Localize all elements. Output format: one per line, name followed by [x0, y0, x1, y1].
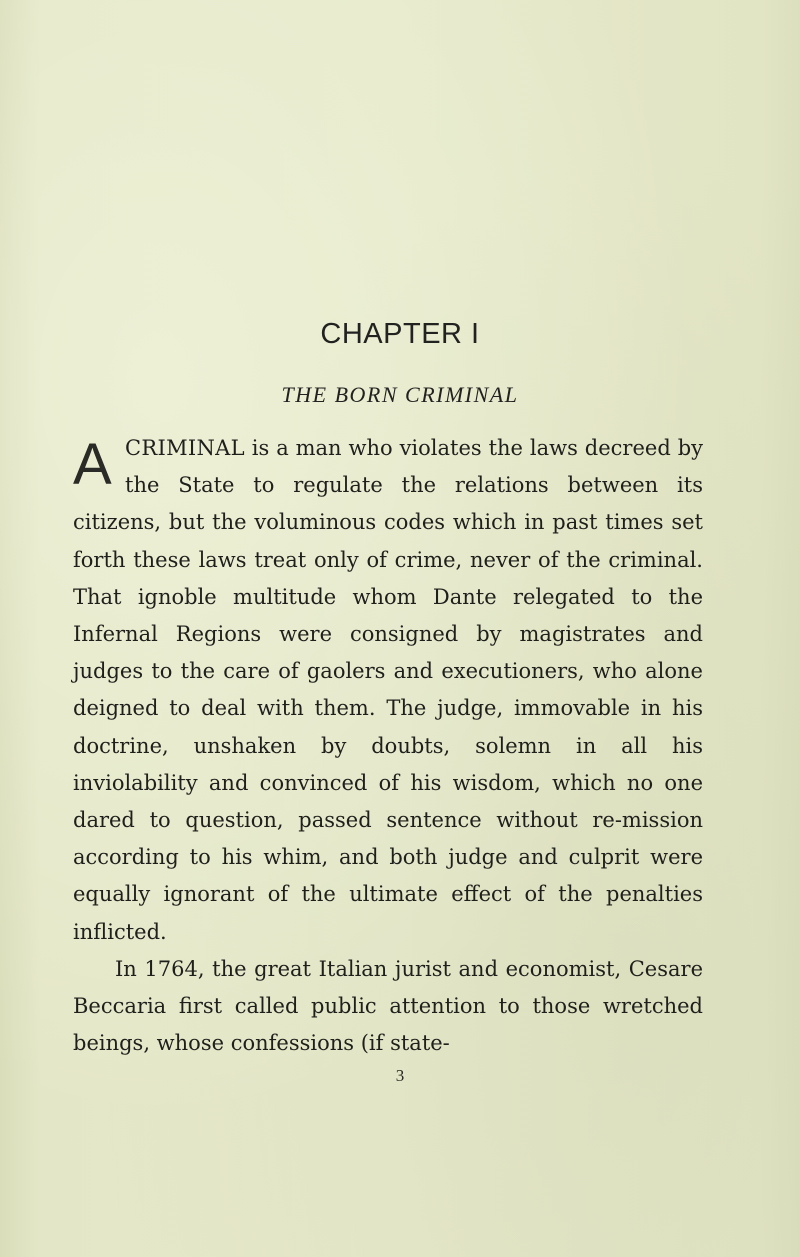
lead-word: CRIMINAL — [125, 436, 245, 460]
page-number: 3 — [395, 1066, 405, 1085]
paragraph-2: In 1764, the great Italian jurist and economist, Cesare Beccaria first called public attention to those wretched beings, whose confessions (if state- — [73, 956, 703, 1056]
chapter-heading: CHAPTER I — [320, 318, 480, 350]
drop-cap: A — [73, 432, 112, 497]
paragraph-1-text: is a man who violates the laws decreed by the State to regulate the relations between its citizens, but the voluminous codes which in past times set forth these laws treat only of crime, never of the criminal. That ignoble multitude whom Dante relegated to the Infernal Regions were consigned by magistrates and judges to the care of gaolers and executioners, who alone deigned to deal with them. The judge, immovable in his doctrine, unshaken by doubts, solemn in all his inviolability and convinced of his wisdom, which no one dared to question, passed sentence without re-mission according to his whim, and both judge and culprit were equally ignorant of the ultimate effect of the penalties inflicted. — [73, 436, 703, 944]
body-text — [73, 430, 703, 1062]
paragraph-1 — [73, 430, 703, 951]
chapter-subtitle: THE BORN CRIMINAL — [281, 382, 519, 407]
